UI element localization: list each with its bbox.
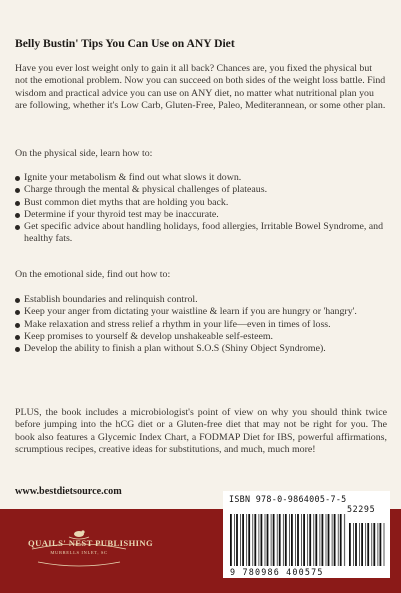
barcode-bar bbox=[332, 514, 333, 566]
barcode-bar bbox=[307, 514, 308, 566]
barcode-bar bbox=[361, 523, 363, 566]
barcode-bar bbox=[371, 523, 372, 566]
barcode-bar bbox=[240, 514, 241, 566]
list-item: Ignite your metabolism & find out what slows it down. bbox=[15, 172, 387, 184]
list-item: Charge through the mental & physical challenges of plateaus. bbox=[15, 184, 387, 196]
blurb-heading: Belly Bustin' Tips You Can Use on ANY Diet bbox=[15, 37, 235, 50]
barcode-bar bbox=[236, 514, 238, 566]
barcode-bar bbox=[359, 523, 360, 566]
barcode-bar bbox=[261, 514, 263, 566]
barcode-bar bbox=[248, 514, 250, 566]
physical-list bbox=[15, 172, 387, 246]
barcode-bar bbox=[380, 523, 382, 566]
barcode-bar bbox=[271, 514, 272, 566]
barcode-bar bbox=[234, 514, 235, 566]
barcode-bar bbox=[279, 514, 281, 566]
barcode-bar bbox=[315, 514, 317, 566]
barcode-bar bbox=[309, 514, 311, 566]
list-item: Keep your anger from dictating your waistline & learn if you are hungry or 'hangry'. bbox=[15, 306, 387, 318]
barcode-bar bbox=[230, 514, 232, 566]
barcode-bar bbox=[246, 514, 247, 566]
barcode-bar bbox=[313, 514, 314, 566]
isbn-number: ISBN 978-0-9864005-7-5 bbox=[229, 494, 347, 504]
list-item: Develop the ability to finish a plan without S.O.S (Shiny Object Syndrome). bbox=[15, 343, 387, 355]
intro-paragraph: Have you ever lost weight only to gain it all back? Chances are, you fixed the physical but not the emotional problem. Now you can succeed on both sides of the weight loss battle. Find wisdom and practical advice you can use on ANY diet, no matter what nutritional plan you are following, whether it's Low Carb, Gluten-Free, Paleo, Mediterannean, or some other plan. bbox=[15, 63, 386, 111]
barcode-bar bbox=[277, 514, 278, 566]
barcode-bar bbox=[355, 523, 357, 566]
barcode-bar bbox=[301, 514, 302, 566]
emotional-list bbox=[15, 294, 387, 355]
barcode-bar bbox=[297, 514, 299, 566]
barcode-bar bbox=[295, 514, 296, 566]
publisher-city: MURRELLS INLET, SC bbox=[50, 550, 108, 555]
closing-paragraph: PLUS, the book includes a microbiologist's point of view on why you should think twice before jumping into the hCG diet or a Gluten-free diet that may not be right for you. The book also features a Glycemic Index Chart, a FODMAP Diet for IBS, powerful affirmations, scrumptious recipes, creative ideas for substitutions, and much, much more! bbox=[15, 407, 387, 455]
barcode-bar bbox=[365, 523, 366, 566]
barcode-bar bbox=[265, 514, 266, 566]
list-item: Get specific advice about handling holidays, food allergies, Irritable Bowel Syndrome, and healthy fats. bbox=[15, 221, 387, 246]
list-item: Establish boundaries and relinquish control. bbox=[15, 294, 387, 306]
barcode-bar bbox=[334, 514, 336, 566]
list-item: Bust common diet myths that are holding you back. bbox=[15, 197, 387, 209]
barcode-bar bbox=[259, 514, 260, 566]
barcode-digits: 9 780986 400575 bbox=[230, 567, 324, 577]
barcode-bar bbox=[267, 514, 269, 566]
barcode-bar bbox=[384, 523, 385, 566]
barcode-bar bbox=[254, 514, 256, 566]
ean-barcode-bars bbox=[230, 514, 346, 566]
barcode-bar bbox=[252, 514, 253, 566]
barcode-bar bbox=[373, 523, 375, 566]
barcode-bar bbox=[291, 514, 293, 566]
list-item: Keep promises to yourself & develop unshakeable self-esteem. bbox=[15, 331, 387, 343]
list-item: Make relaxation and stress relief a rhythm in your life—even in times of loss. bbox=[15, 319, 387, 331]
barcode-bar bbox=[349, 523, 351, 566]
emotional-lead: On the emotional side, find out how to: bbox=[15, 269, 171, 280]
website-link[interactable]: www.bestdietsource.com bbox=[15, 486, 122, 497]
list-item: Determine if your thyroid test may be inaccurate. bbox=[15, 209, 387, 221]
barcode-bar bbox=[338, 514, 339, 566]
barcode-bar bbox=[242, 514, 244, 566]
publisher-logo bbox=[28, 528, 154, 578]
barcode-bar bbox=[289, 514, 290, 566]
barcode-bar bbox=[326, 514, 327, 566]
price-barcode-bars bbox=[349, 523, 385, 566]
barcode-bar bbox=[303, 514, 305, 566]
price-code: 52295 bbox=[347, 504, 376, 514]
barcode-bar bbox=[283, 514, 284, 566]
barcode-bar bbox=[328, 514, 330, 566]
physical-lead: On the physical side, learn how to: bbox=[15, 148, 153, 159]
barcode-bar bbox=[273, 514, 275, 566]
isbn-barcode bbox=[223, 491, 390, 578]
barcode-bar bbox=[367, 523, 369, 566]
publisher-name: QUAILS' NEST PUBLISHING bbox=[28, 538, 154, 548]
barcode-bar bbox=[322, 514, 324, 566]
barcode-bar bbox=[378, 523, 379, 566]
barcode-bar bbox=[344, 514, 345, 566]
barcode-bar bbox=[285, 514, 287, 566]
barcode-bar bbox=[353, 523, 354, 566]
barcode-bar bbox=[320, 514, 321, 566]
barcode-bar bbox=[340, 514, 342, 566]
